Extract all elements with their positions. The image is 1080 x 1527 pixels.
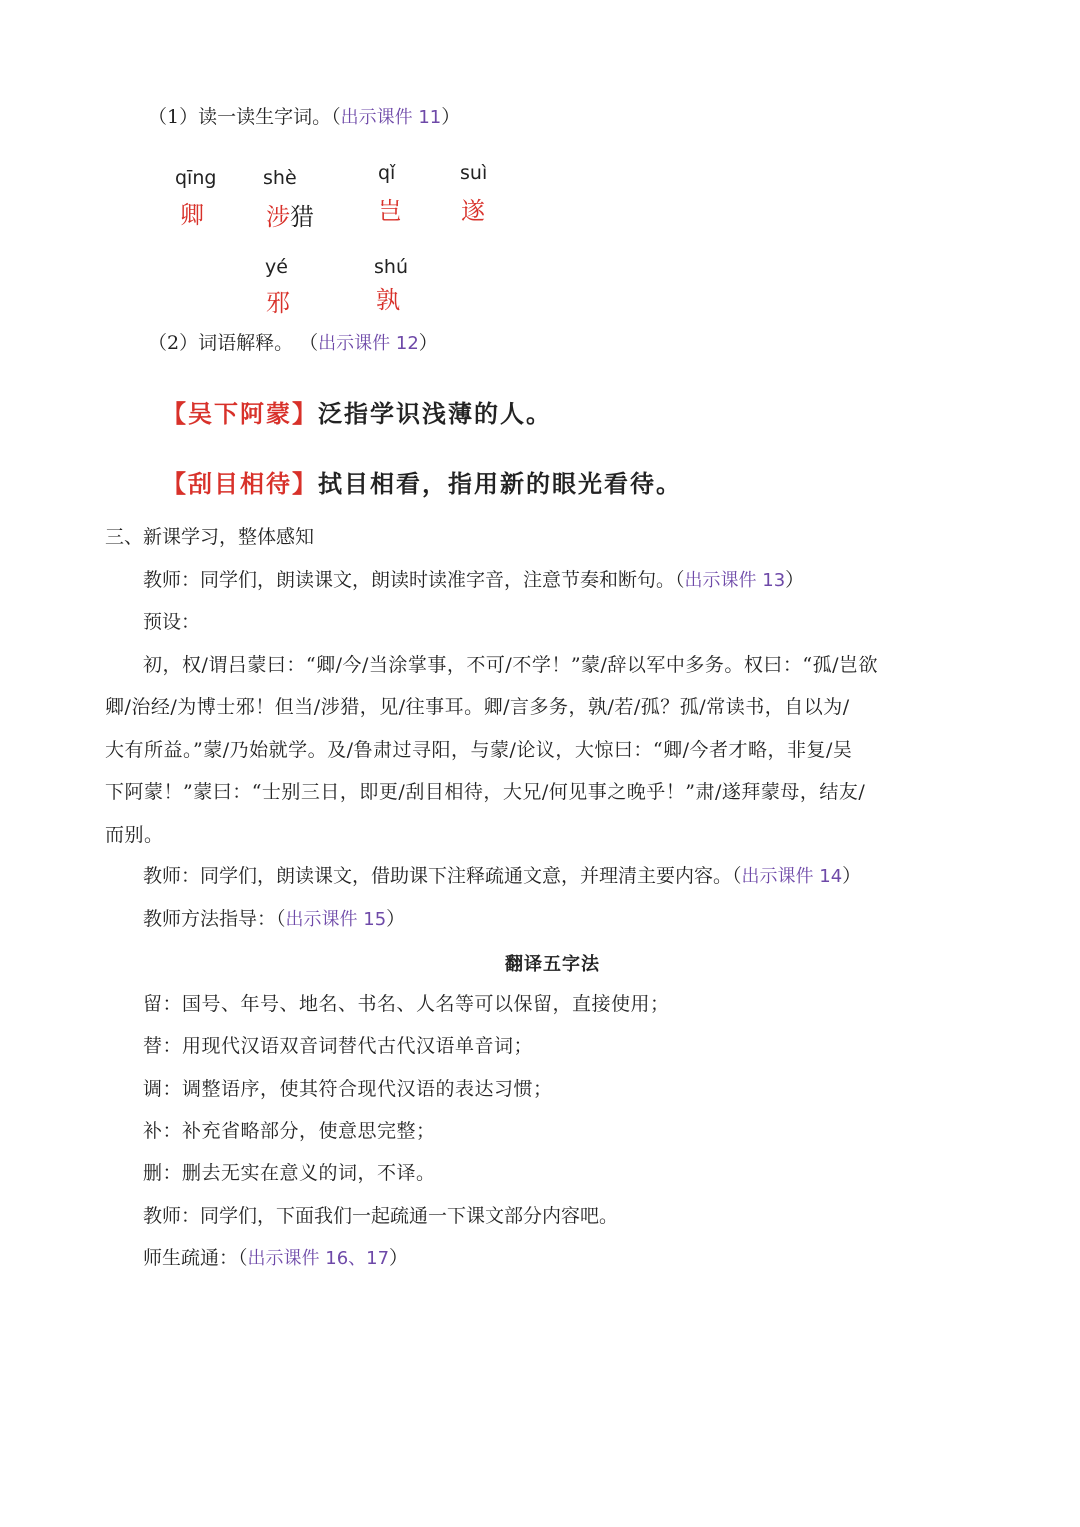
term-definition: 拭目相看，指用新的眼光看待。 xyxy=(318,469,682,498)
char-sui: 遂 xyxy=(461,197,485,225)
method-item: 调：调整语序，使其符合现代汉语的表达习惯； xyxy=(143,1078,553,1100)
pinyin-shu: shú xyxy=(374,256,408,278)
courseware-ref: 出示课件 15 xyxy=(285,909,387,930)
passage-line: 大有所益。”蒙/乃始就学。及/鲁肃过寻阳，与蒙/论议，大惊曰：“卿/今者才略，非复/吴 xyxy=(105,739,853,761)
char-shu: 孰 xyxy=(376,286,400,314)
teacher-line-4: 教师：同学们，下面我们一起疏通一下课文部分内容吧。 xyxy=(143,1205,619,1227)
passage-line: 卿/治经/为博士邪！但当/涉猎，见/往事耳。卿/言多务，孰/若/孤？孤/常读书，自以为/ xyxy=(105,696,850,718)
pinyin-ye: yé xyxy=(265,256,288,278)
paren-close: ） xyxy=(785,569,805,591)
char-qi: 岂 xyxy=(378,197,402,225)
line-text: 师生疏通：（ xyxy=(143,1247,248,1269)
item-text: （2）词语解释。 （ xyxy=(148,332,319,354)
item-text: （1）读一读生字词。（ xyxy=(148,106,341,128)
passage-line: 初，权/谓吕蒙曰：“卿/今/当涂掌事，不可/不学！”蒙/辞以军中多务。权曰：“孤/岂欲 xyxy=(143,654,879,676)
method-item: 补：补充省略部分，使意思完整； xyxy=(143,1120,436,1142)
teacher-line-1 xyxy=(143,568,804,593)
courseware-ref: 出示课件 11 xyxy=(340,107,442,128)
passage-line: 而别。 xyxy=(105,824,164,846)
term-definition: 泛指学识浅薄的人。 xyxy=(318,399,552,428)
char-lie: 猎 xyxy=(290,203,314,231)
char-she: 涉 xyxy=(266,203,290,231)
term-label: 【刮目相待】 xyxy=(162,469,318,498)
method-item: 删：删去无实在意义的词，不译。 xyxy=(143,1162,436,1184)
item-read-words xyxy=(148,105,460,130)
teacher-line-3 xyxy=(143,907,405,932)
method-item: 留：国号、年号、地名、书名、人名等可以保留，直接使用； xyxy=(143,993,670,1015)
pinyin-qi: qǐ xyxy=(378,162,396,184)
paren-close: ） xyxy=(842,865,862,887)
paren-close: ） xyxy=(386,908,406,930)
courseware-ref: 出示课件 13 xyxy=(684,570,786,591)
word-shelie xyxy=(266,197,314,232)
pinyin-she: shè xyxy=(263,167,297,189)
paren-close: ） xyxy=(389,1247,409,1269)
pinyin-sui: suì xyxy=(460,162,488,184)
section-heading: 三、新课学习，整体感知 xyxy=(105,526,315,548)
term-wuxiameng xyxy=(162,394,552,429)
item-word-explain xyxy=(148,331,438,356)
courseware-ref: 出示课件 12 xyxy=(318,333,419,354)
line-text: 教师：同学们，朗读课文，借助课下注释疏通文意，并理清主要内容。（ xyxy=(143,865,742,887)
courseware-ref: 出示课件 16、17 xyxy=(247,1248,390,1269)
courseware-ref: 出示课件 14 xyxy=(741,866,843,887)
teacher-line-5 xyxy=(143,1246,408,1271)
method-item: 替：用现代汉语双音词替代古代汉语单音词； xyxy=(143,1035,534,1057)
teacher-line-2 xyxy=(143,864,861,889)
line-text: 教师：同学们，朗读课文，朗读时读准字音，注意节奏和断句。（ xyxy=(143,569,685,591)
term-guamu xyxy=(162,464,682,499)
preset-label: 预设： xyxy=(143,611,201,633)
passage-line: 下阿蒙！”蒙曰：“士别三日，即更/刮目相待，大兄/何见事之晚乎！”肃/遂拜蒙母，结友/ xyxy=(105,781,866,803)
paren-close: ） xyxy=(418,332,438,354)
term-label: 【吴下阿蒙】 xyxy=(162,399,318,428)
char-ye: 邪 xyxy=(266,289,290,317)
method-title: 翻译五字法 xyxy=(505,954,600,975)
char-qing: 卿 xyxy=(180,201,204,229)
pinyin-qing: qīng xyxy=(175,167,217,189)
paren-close: ） xyxy=(441,106,461,128)
line-text: 教师方法指导：（ xyxy=(143,908,286,930)
